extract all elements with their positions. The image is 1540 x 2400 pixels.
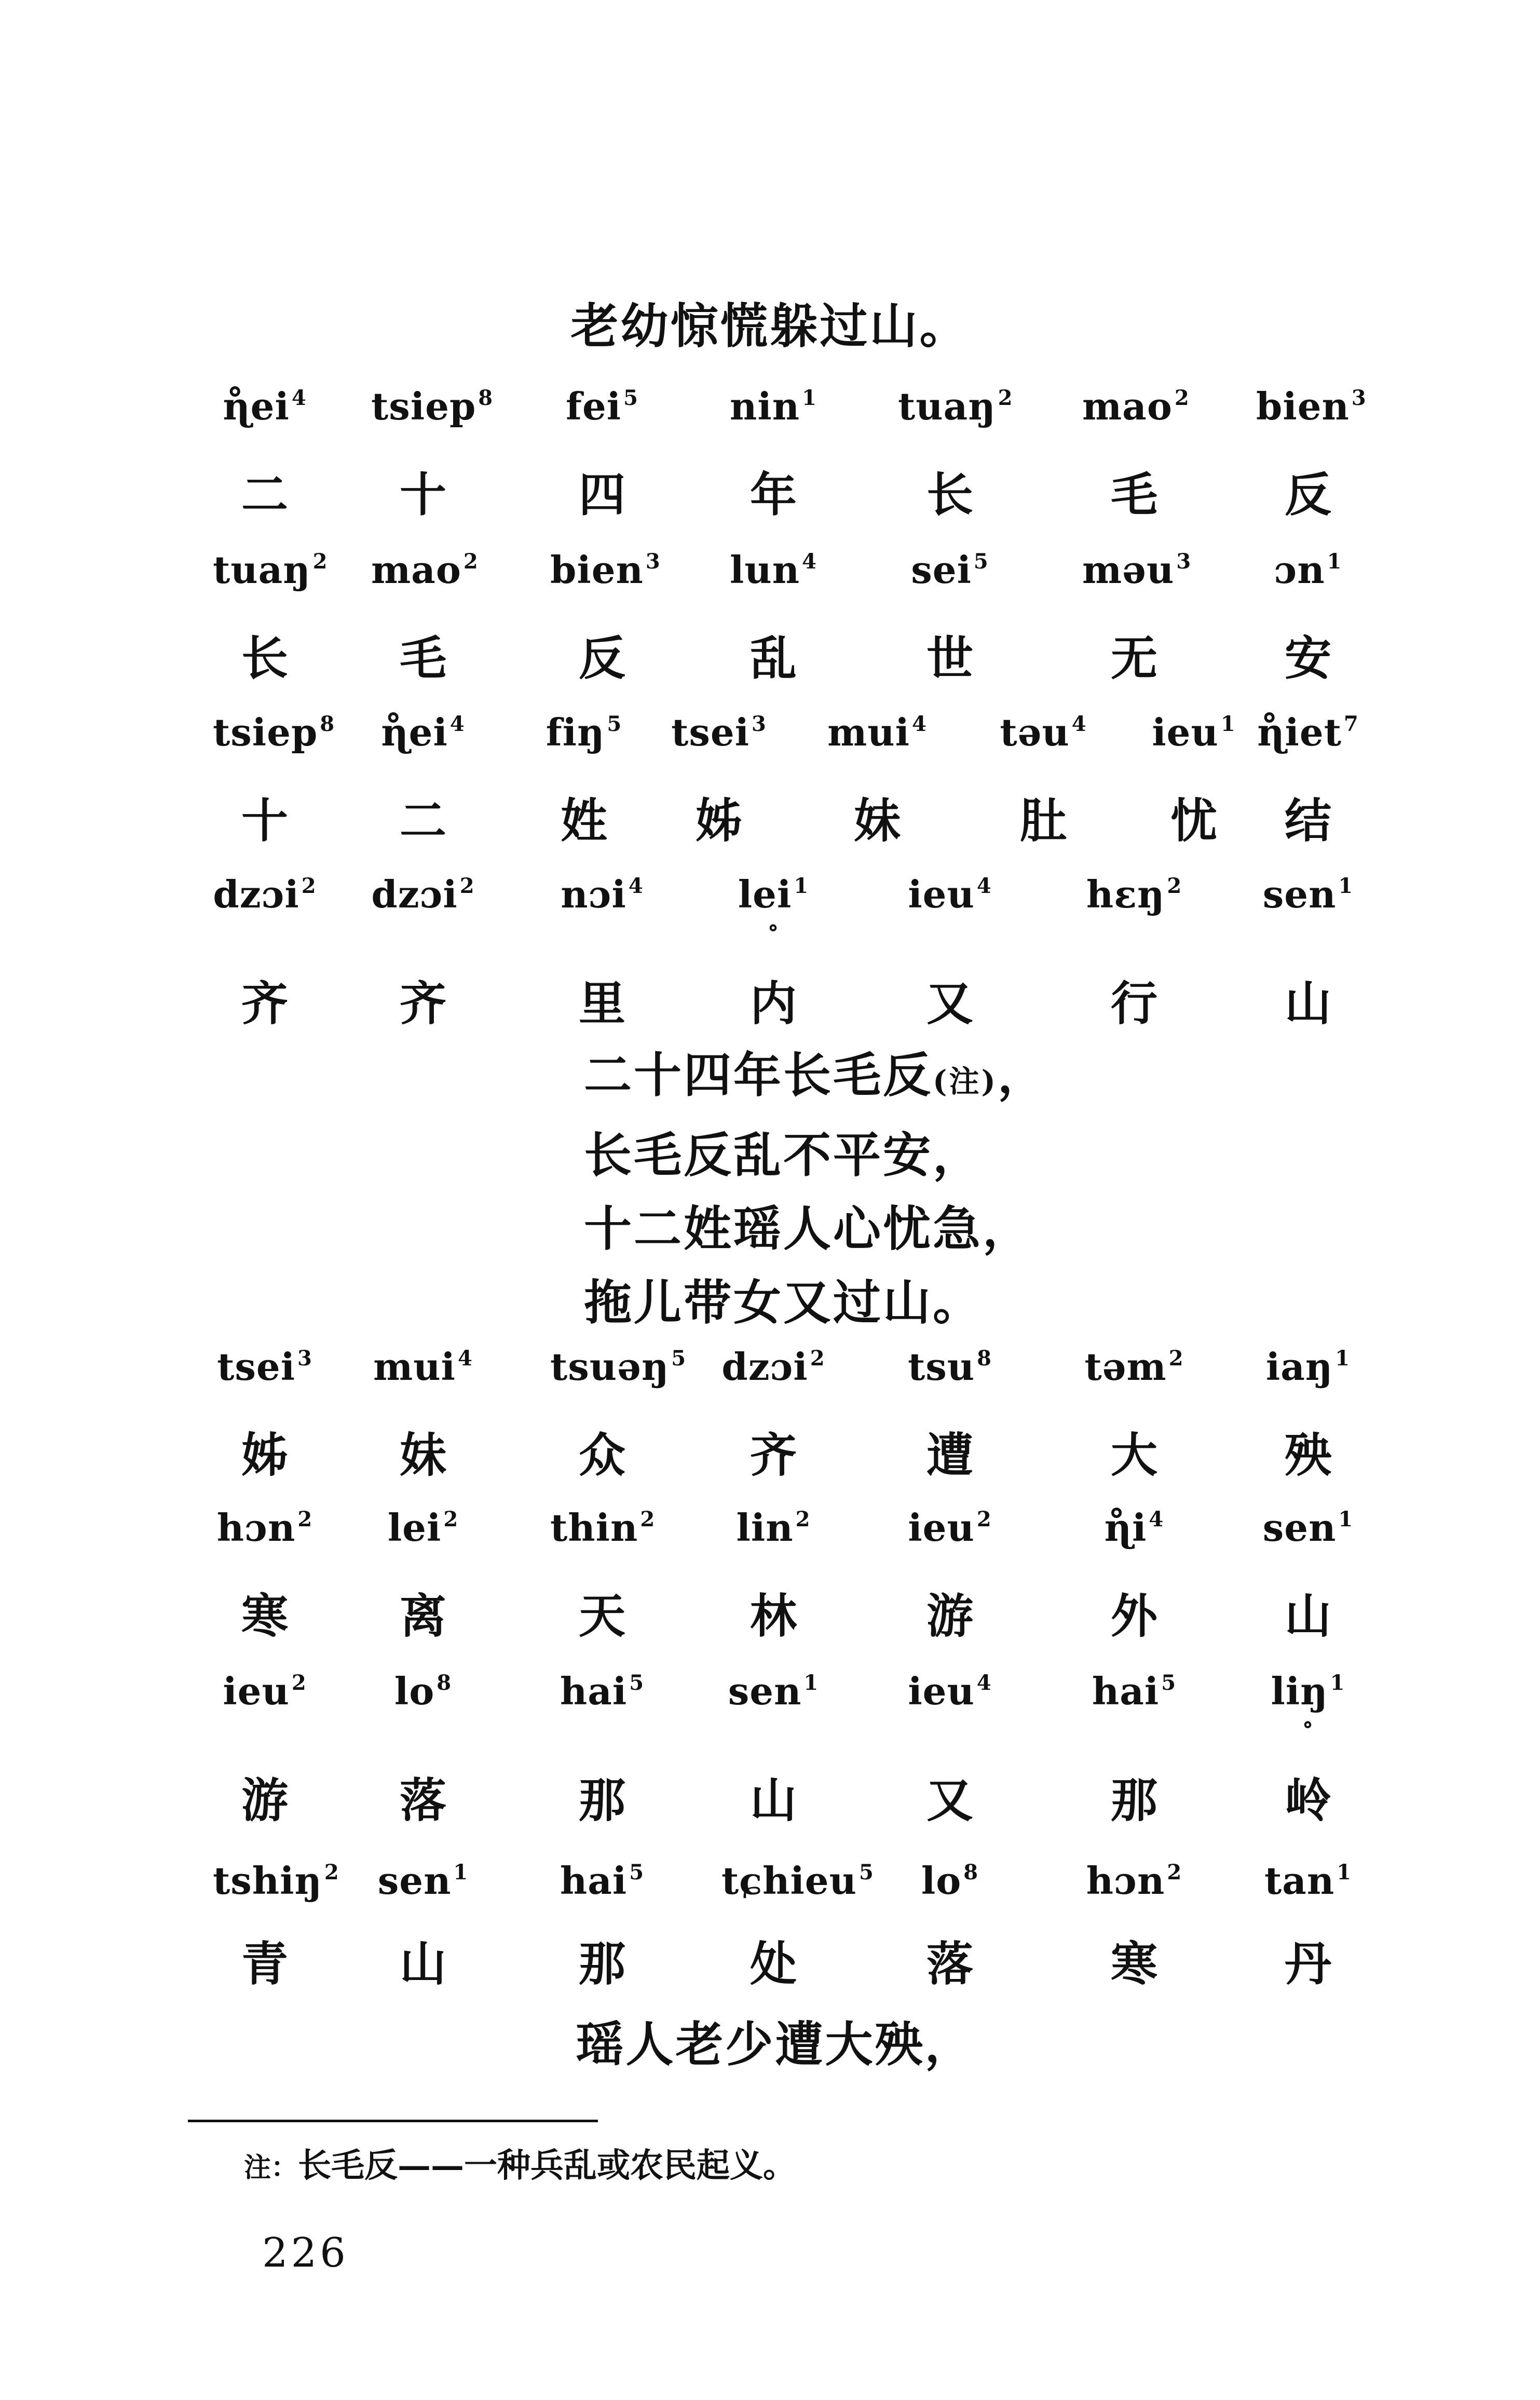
syllable: ɳ̊iet — [1257, 710, 1342, 754]
romanization — [898, 384, 1013, 428]
footnote-ref: (注) — [933, 1064, 998, 1099]
romanization — [721, 1345, 825, 1389]
tone-number: 8 — [963, 1860, 979, 1884]
chinese-gloss: 反 — [1285, 467, 1331, 522]
chinese-gloss: 处 — [750, 1936, 797, 1991]
romanization — [550, 548, 661, 592]
romanization — [825, 710, 929, 754]
syllable: tsu — [908, 1345, 975, 1389]
tone-number: 2 — [459, 874, 475, 898]
syllable: hai — [560, 1669, 628, 1713]
tone-number: 1 — [794, 874, 809, 898]
syllable: nin — [730, 384, 800, 428]
chinese-gloss: 遭 — [926, 1428, 973, 1483]
chinese-gloss: 肚 — [1020, 793, 1067, 848]
romanization — [898, 1669, 1002, 1713]
syllable: sen — [728, 1669, 802, 1713]
romanization — [721, 548, 825, 592]
tone-number: 2 — [463, 549, 479, 574]
romanization — [213, 710, 335, 754]
syllable: fiŋ — [546, 710, 605, 754]
syllable: iaŋ — [1265, 1345, 1333, 1389]
romanization — [371, 872, 475, 916]
romanization — [898, 872, 1002, 916]
syllable: hɔn — [1086, 1859, 1165, 1903]
romanization — [1256, 548, 1360, 592]
chinese-gloss: 十 — [241, 793, 288, 848]
tone-number: 3 — [1176, 549, 1192, 574]
syllable: tuaŋ — [213, 548, 311, 592]
tone-number: 2 — [998, 386, 1013, 410]
syllable: lin — [736, 1506, 794, 1550]
tone-number: 4 — [291, 386, 307, 410]
chinese-gloss: 姊 — [241, 1428, 288, 1483]
romanization — [721, 1859, 874, 1903]
romanization — [1082, 1669, 1186, 1713]
chinese-gloss: 长 — [241, 631, 288, 686]
chinese-gloss: 大 — [1111, 1428, 1157, 1483]
tone-number: 4 — [1149, 1507, 1164, 1531]
tone-number: 5 — [671, 1346, 687, 1371]
interlinear-row — [0, 1506, 1540, 1644]
syllable: ɳ̊i — [1104, 1506, 1147, 1550]
tone-number: 8 — [478, 386, 494, 410]
chinese-gloss: 山 — [750, 1773, 797, 1828]
chinese-gloss: 那 — [579, 1936, 625, 1991]
tone-number: 4 — [976, 874, 992, 898]
chinese-gloss: 寒 — [241, 1589, 288, 1644]
tone-number: 5 — [623, 386, 638, 410]
top-verse-line: 老幼惊慌躲过山。 — [570, 298, 970, 354]
chinese-gloss: 世 — [926, 631, 973, 686]
syllable: hai — [1092, 1669, 1160, 1713]
footnote — [244, 2139, 796, 2187]
tone-number: 2 — [1174, 386, 1190, 410]
tone-number: 8 — [977, 1346, 992, 1371]
romanization — [991, 710, 1095, 754]
romanization — [1256, 1859, 1360, 1903]
tone-number: 2 — [795, 1507, 811, 1531]
interlinear-row — [0, 1345, 1540, 1483]
romanization — [550, 1345, 687, 1389]
tone-number: 5 — [629, 1671, 645, 1695]
chinese-gloss: 山 — [400, 1936, 446, 1991]
syllable: təu — [1000, 710, 1070, 754]
chinese-gloss: 山 — [1285, 976, 1331, 1031]
syllable: thin — [550, 1506, 638, 1550]
syllable: lun — [730, 548, 800, 592]
tone-number: 8 — [437, 1671, 452, 1695]
romanization — [213, 1345, 317, 1389]
syllable: ɔn — [1274, 548, 1325, 592]
romanization — [550, 1506, 654, 1550]
romanization — [1082, 1345, 1186, 1389]
syllable: ieu — [1152, 710, 1219, 754]
syllable: mui — [827, 710, 910, 754]
romanization — [898, 1506, 1002, 1550]
tone-number: 1 — [1338, 1507, 1354, 1531]
syllable: tsiep — [213, 710, 318, 754]
chinese-gloss: 结 — [1285, 793, 1331, 848]
syllable: təm — [1084, 1345, 1167, 1389]
chinese-gloss: 天 — [579, 1589, 625, 1644]
romanization — [1082, 384, 1190, 428]
tone-number: 4 — [912, 712, 927, 736]
footnote-text: 长毛反——一种兵乱或农民起义。 — [298, 2146, 797, 2185]
chinese-gloss: 离 — [400, 1589, 446, 1644]
romanization — [550, 384, 654, 428]
tone-number: 8 — [320, 712, 335, 736]
romanization — [550, 1669, 654, 1713]
interlinear-row — [0, 1669, 1540, 1828]
chinese-gloss: 二 — [400, 793, 446, 848]
romanization — [371, 710, 475, 754]
tone-number: 2 — [443, 1507, 459, 1531]
romanization — [721, 1669, 825, 1713]
tone-number: 1 — [1327, 549, 1342, 574]
chinese-gloss: 毛 — [1111, 467, 1157, 522]
chinese-gloss: 岭 — [1285, 1773, 1331, 1828]
syllable: tsei — [217, 1345, 296, 1389]
romanization — [371, 384, 494, 428]
chinese-gloss: 那 — [579, 1773, 625, 1828]
chinese-gloss: 反 — [579, 631, 625, 686]
tone-number: 5 — [629, 1860, 645, 1884]
chinese-gloss: 毛 — [400, 631, 446, 686]
chinese-gloss: 乱 — [750, 631, 797, 686]
syllable: tsuəŋ — [550, 1345, 670, 1389]
chinese-gloss: 姊 — [696, 793, 742, 848]
chinese-gloss: 行 — [1111, 976, 1157, 1031]
romanization — [1256, 1669, 1360, 1736]
romanization — [667, 710, 771, 754]
interlinear-row — [0, 548, 1540, 686]
tone-number: 5 — [973, 549, 989, 574]
tone-number: 4 — [458, 1346, 473, 1371]
tone-number: 4 — [802, 549, 817, 574]
chinese-gloss: 那 — [1111, 1773, 1157, 1828]
tone-number: 5 — [607, 712, 622, 736]
syllable: lo — [921, 1859, 962, 1903]
footnote-rule — [188, 2120, 598, 2122]
chinese-gloss: 无 — [1111, 631, 1157, 686]
tone-number: 1 — [1338, 874, 1354, 898]
tone-number: 3 — [1351, 386, 1367, 410]
chinese-gloss: 姓 — [561, 793, 607, 848]
chinese-gloss: 寒 — [1111, 1936, 1157, 1991]
tone-number: 3 — [645, 549, 661, 574]
syllable: bien — [550, 548, 644, 592]
tone-number: 4 — [449, 712, 465, 736]
romanization — [1256, 384, 1367, 428]
tone-number: 2 — [1167, 1860, 1182, 1884]
chinese-gloss: 游 — [926, 1589, 973, 1644]
chinese-gloss: 众 — [579, 1428, 625, 1483]
interlinear-row — [0, 1859, 1540, 1991]
tone-number: 2 — [1168, 1346, 1184, 1371]
romanization — [213, 1859, 339, 1903]
chinese-gloss: 年 — [750, 467, 797, 522]
tone-number: 1 — [803, 1671, 819, 1695]
chinese-gloss: 忧 — [1170, 793, 1217, 848]
tone-number: 2 — [312, 549, 328, 574]
tone-number: 2 — [324, 1860, 339, 1884]
tone-number: 1 — [1220, 712, 1236, 736]
circle-mark: ∘ — [767, 914, 780, 941]
translation-line: 长毛反乱不平安， — [584, 1127, 983, 1183]
syllable: tuaŋ — [898, 384, 996, 428]
syllable: mao — [1082, 384, 1173, 428]
syllable: tsiep — [371, 384, 476, 428]
tone-number: 4 — [976, 1671, 992, 1695]
romanization — [213, 384, 317, 428]
syllable: hɔn — [216, 1506, 296, 1550]
romanization — [371, 1506, 475, 1550]
tone-number: 3 — [297, 1346, 312, 1371]
romanization — [371, 1669, 475, 1713]
chinese-gloss: 十 — [400, 467, 446, 522]
syllable: lei — [738, 872, 792, 916]
tone-number: 1 — [1337, 1860, 1352, 1884]
chinese-gloss: 里 — [579, 976, 625, 1031]
romanization — [550, 1859, 654, 1903]
syllable: ieu — [223, 1669, 290, 1713]
tone-number: 2 — [976, 1507, 992, 1531]
romanization — [1082, 548, 1192, 592]
translation-line: 十二姓瑶人心忧急， — [584, 1201, 1033, 1257]
tone-number: 1 — [453, 1860, 469, 1884]
syllable: hai — [560, 1859, 628, 1903]
tone-number: 1 — [802, 386, 817, 410]
chinese-gloss: 齐 — [750, 1428, 797, 1483]
syllable: mui — [373, 1345, 456, 1389]
tone-number: 7 — [1343, 712, 1359, 736]
chinese-gloss: 安 — [1285, 631, 1331, 686]
syllable: sen — [1262, 872, 1337, 916]
romanization — [213, 1669, 317, 1713]
tone-number: 3 — [752, 712, 767, 736]
chinese-gloss: 游 — [241, 1773, 288, 1828]
romanization — [371, 1345, 475, 1389]
translation-line: 拖儿带女又过山。 — [584, 1274, 983, 1331]
romanization — [371, 1859, 475, 1903]
romanization — [898, 1345, 1002, 1389]
romanization — [1082, 1506, 1186, 1550]
tone-number: 2 — [810, 1346, 825, 1371]
chinese-gloss: 落 — [400, 1773, 446, 1828]
syllable: ieu — [908, 1669, 975, 1713]
chinese-gloss: 二 — [241, 467, 288, 522]
syllable: tsei — [671, 710, 750, 754]
syllable: liŋ — [1271, 1669, 1328, 1713]
syllable: lei — [387, 1506, 442, 1550]
tone-number: 5 — [858, 1860, 874, 1884]
romanization — [213, 1506, 317, 1550]
romanization — [371, 548, 479, 592]
chinese-gloss: 内 — [750, 976, 797, 1031]
syllable: tan — [1264, 1859, 1335, 1903]
chinese-gloss: 齐 — [400, 976, 446, 1031]
circle-mark: ∘ — [1302, 1711, 1314, 1738]
interlinear-row — [0, 384, 1540, 522]
interlinear-row — [0, 872, 1540, 1031]
romanization — [550, 872, 654, 916]
syllable: dzɔi — [371, 872, 458, 916]
tone-number: 2 — [291, 1671, 307, 1695]
footnote-label: 注： — [244, 2152, 298, 2184]
romanization — [213, 548, 328, 592]
tone-number: 5 — [1161, 1671, 1177, 1695]
romanization — [898, 548, 1002, 592]
tone-number: 2 — [297, 1507, 313, 1531]
syllable: ieu — [908, 1506, 975, 1550]
syllable: ɳ̊ei — [223, 384, 290, 428]
syllable: tshiŋ — [213, 1859, 322, 1903]
romanization — [1256, 872, 1360, 916]
tone-number: 1 — [1335, 1346, 1351, 1371]
syllable: lo — [394, 1669, 435, 1713]
page-number: 226 — [262, 2230, 349, 2276]
chinese-gloss: 林 — [750, 1589, 797, 1644]
chinese-gloss: 又 — [926, 976, 973, 1031]
tone-number: 2 — [640, 1507, 656, 1531]
chinese-gloss: 妹 — [854, 793, 901, 848]
romanization — [213, 872, 317, 916]
syllable: bien — [1256, 384, 1350, 428]
chinese-gloss: 山 — [1285, 1589, 1331, 1644]
translation-stanza-1 — [584, 1038, 1155, 1339]
chinese-gloss: 丹 — [1285, 1936, 1331, 1991]
tone-number: 2 — [1167, 874, 1182, 898]
romanization — [721, 1506, 825, 1550]
romanization — [721, 384, 825, 428]
chinese-gloss: 长 — [926, 467, 973, 522]
chinese-gloss: 又 — [926, 1773, 973, 1828]
romanization — [1082, 1859, 1186, 1903]
tone-number: 1 — [1330, 1671, 1345, 1695]
romanization — [1256, 710, 1360, 754]
syllable: nɔi — [561, 872, 626, 916]
syllable: sei — [911, 548, 972, 592]
syllable: sen — [1262, 1506, 1337, 1550]
chinese-gloss: 齐 — [241, 976, 288, 1031]
chinese-gloss: 殃 — [1285, 1428, 1331, 1483]
chinese-gloss: 妹 — [400, 1428, 446, 1483]
syllable: mao — [371, 548, 461, 592]
romanization — [1142, 710, 1246, 754]
syllable: hɛŋ — [1086, 872, 1165, 916]
translation-stanza-2-line: 瑶人老少遭大殃， — [576, 2016, 975, 2072]
interlinear-row — [0, 710, 1540, 848]
romanization — [1082, 872, 1186, 916]
syllable: dzɔi — [721, 1345, 808, 1389]
tone-number: 2 — [301, 874, 317, 898]
romanization — [532, 710, 636, 754]
romanization — [1256, 1506, 1360, 1550]
syllable: ɳ̊ei — [381, 710, 448, 754]
syllable: tɕhieu — [721, 1859, 857, 1903]
tone-number: 4 — [628, 874, 644, 898]
romanization — [721, 872, 825, 939]
chinese-gloss: 落 — [926, 1936, 973, 1991]
syllable: ieu — [908, 872, 975, 916]
chinese-gloss: 外 — [1111, 1589, 1157, 1644]
translation-line: 二十四年长毛反(注)， — [584, 1047, 1047, 1103]
syllable: sen — [377, 1859, 452, 1903]
romanization — [1256, 1345, 1360, 1389]
syllable: məu — [1082, 548, 1175, 592]
tone-number: 4 — [1071, 712, 1087, 736]
chinese-gloss: 四 — [579, 467, 625, 522]
syllable: fei — [566, 384, 622, 428]
syllable: dzɔi — [213, 872, 299, 916]
romanization — [898, 1859, 1002, 1903]
chinese-gloss: 青 — [241, 1936, 288, 1991]
